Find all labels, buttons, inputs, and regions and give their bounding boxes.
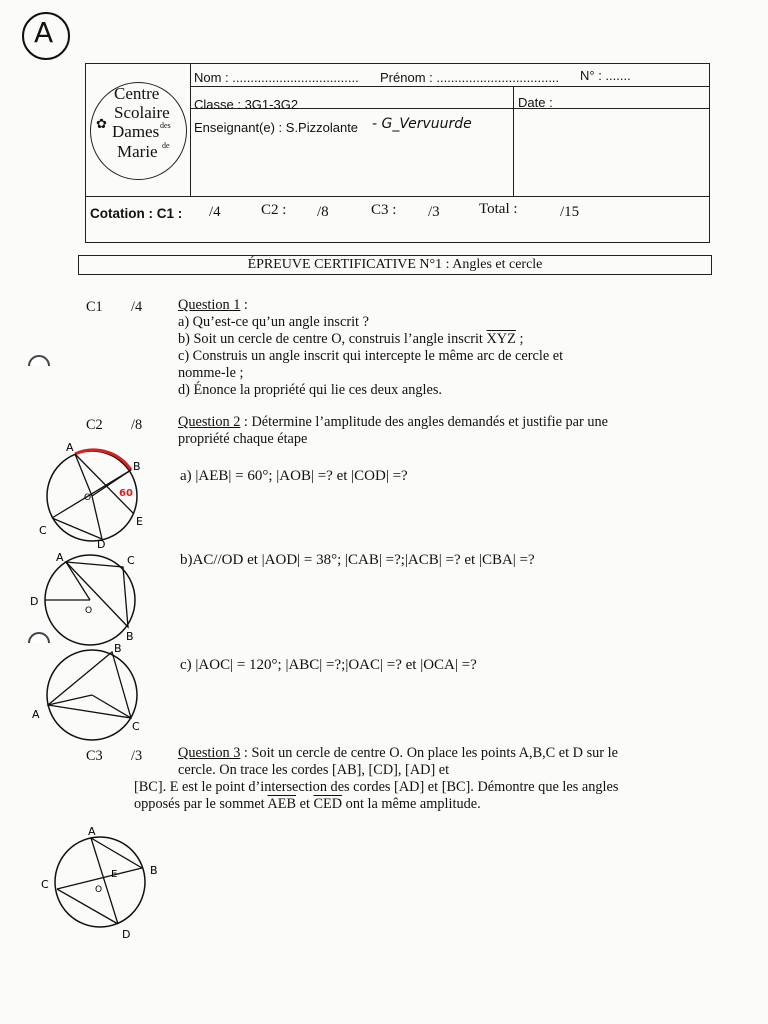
classe-label: Classe : 3G1-3G2 xyxy=(194,97,299,112)
fig-d-label-e: E xyxy=(111,869,118,880)
c3-score: /3 xyxy=(428,204,440,220)
q3-line4-mid: et xyxy=(296,796,314,812)
fig-d-label-o: O xyxy=(95,885,103,895)
c2-score: /8 xyxy=(317,204,329,220)
fig-b-label-a: A xyxy=(56,551,64,564)
enseignant-handwritten: - G_Vervuurde xyxy=(372,116,472,132)
fig-d-label-b: B xyxy=(150,864,158,877)
fig-a-label-b: B xyxy=(133,460,141,473)
q1-heading: Question 1 xyxy=(178,297,241,313)
q2-a-expr xyxy=(180,468,408,485)
q2-a-formula: |AEB| = 60°; |AOB| =? et |COD| =? xyxy=(195,468,408,484)
fig-d-label-a: A xyxy=(88,825,96,838)
q3-block-b xyxy=(134,779,734,813)
q1-competence: C1 xyxy=(86,299,103,315)
fig-b-label-d: D xyxy=(30,595,39,608)
q3-line2: cercle. On trace les cordes [AB], [CD], [AD] et xyxy=(178,762,450,778)
q2-heading: Question 2 xyxy=(178,414,241,430)
fig-a-label-o: O xyxy=(84,493,92,503)
q1-c1: c) Construis un angle inscrit qui intercepte le même arc de cercle et xyxy=(178,348,564,364)
q1-b-angle: $\overline{XYZ}$ xyxy=(486,331,516,347)
exam-title: ÉPREUVE CERTIFICATIVE N°1 : Angles et cercle xyxy=(78,255,712,275)
figure-d-diagram xyxy=(36,824,166,942)
figure-b-diagram xyxy=(28,547,158,647)
q1-b-post: ; xyxy=(515,331,524,347)
fig-c-label-c: C xyxy=(132,720,140,733)
q3-angle1: $\overline{AEB}$ xyxy=(267,796,297,812)
logo-text-de: de xyxy=(162,141,170,150)
fig-b-label-c: C xyxy=(127,554,135,567)
q2-b-expr: b)AC//OD et |AOD| = 38°; |CAB| =?;|ACB| =? et |CBA| =? xyxy=(180,552,535,568)
q2-c-expr: c) |AOC| = 120°; |ABC| =?;|OAC| =? et |OCA| =? xyxy=(180,657,477,673)
nom-label: Nom : ................................... xyxy=(194,70,359,85)
corner-letter: A xyxy=(34,16,54,49)
punch-hole-icon xyxy=(28,355,50,377)
c3-label: C3 : xyxy=(371,202,397,218)
q3-angle2: $\overline{CED}$ xyxy=(313,796,343,812)
fig-a-label-c: C xyxy=(39,524,47,537)
q2-block xyxy=(178,414,698,448)
total-label: Total : xyxy=(479,201,518,217)
q3-line4 xyxy=(134,796,734,813)
fig-a-label-d: D xyxy=(97,538,106,548)
q2-intro2: propriété chaque étape xyxy=(178,431,308,447)
c2-label: C2 : xyxy=(261,202,287,218)
fig-c-label-a: A xyxy=(32,708,40,721)
q1-b-pre: b) Soit un cercle de centre O, construis l’angle inscrit xyxy=(178,331,487,347)
q3-line3: [BC]. E est le point d’intersection des cordes [AD] et [BC]. Démontre que les angles xyxy=(134,779,619,795)
total-score: /15 xyxy=(560,204,580,220)
q1-points: /4 xyxy=(131,299,143,315)
numero-label: N° : ....... xyxy=(580,68,631,83)
fig-d-label-d: D xyxy=(122,928,131,941)
logo-flower-icon: ✿ xyxy=(96,116,107,131)
q2-a-prefix: a) xyxy=(180,468,196,484)
q3-line4-post: ont la même amplitude. xyxy=(342,796,481,812)
logo-text-marie: Marie xyxy=(117,142,158,161)
q3-points: /3 xyxy=(131,748,143,764)
q3-block-a xyxy=(178,745,698,779)
q1-colon: : xyxy=(240,297,248,313)
fig-a-label-e: E xyxy=(136,515,143,528)
figure-c-diagram xyxy=(30,640,155,745)
q1-c2: nomme-le ; xyxy=(178,365,244,381)
cotation-label: Cotation : C1 : xyxy=(90,206,183,221)
fig-b-label-o: O xyxy=(85,606,93,616)
fig-c-label-b: B xyxy=(114,642,122,655)
fig-a-label-a: A xyxy=(66,441,74,454)
logo-text-centre: Centre xyxy=(114,84,160,103)
logo-text-scolaire: Scolaire xyxy=(114,103,170,122)
logo-text-dames: Dames xyxy=(112,122,160,141)
q1-b xyxy=(178,331,698,348)
q1-block xyxy=(178,297,698,399)
logo-text-des: des xyxy=(160,121,171,130)
fig-d-label-c: C xyxy=(41,878,49,891)
enseignant-label: Enseignant(e) : S.Pizzolante xyxy=(194,120,359,135)
prenom-label: Prénom : .................................. xyxy=(380,70,560,85)
q1-d: d) Énonce la propriété qui lie ces deux angles. xyxy=(178,382,442,398)
q3-competence: C3 xyxy=(86,748,103,764)
date-label: Date : xyxy=(518,95,553,110)
q2-points: /8 xyxy=(131,417,143,433)
fig-a-angle-mark: 60 xyxy=(119,488,133,499)
fig-b-label-b: B xyxy=(126,630,134,643)
q3-heading: Question 3 xyxy=(178,745,241,761)
q1-a: a) Qu’est-ce qu’un angle inscrit ? xyxy=(178,314,369,330)
q2-intro1: : Détermine l’amplitude des angles demandés et justifie par une xyxy=(240,414,608,430)
q3-line1: : Soit un cercle de centre O. On place les points A,B,C et D sur le xyxy=(240,745,618,761)
figure-a-diagram xyxy=(30,440,155,548)
q2-competence: C2 xyxy=(86,417,103,433)
c1-score: /4 xyxy=(209,204,221,220)
q3-line4-pre: opposés par le sommet xyxy=(134,796,268,812)
